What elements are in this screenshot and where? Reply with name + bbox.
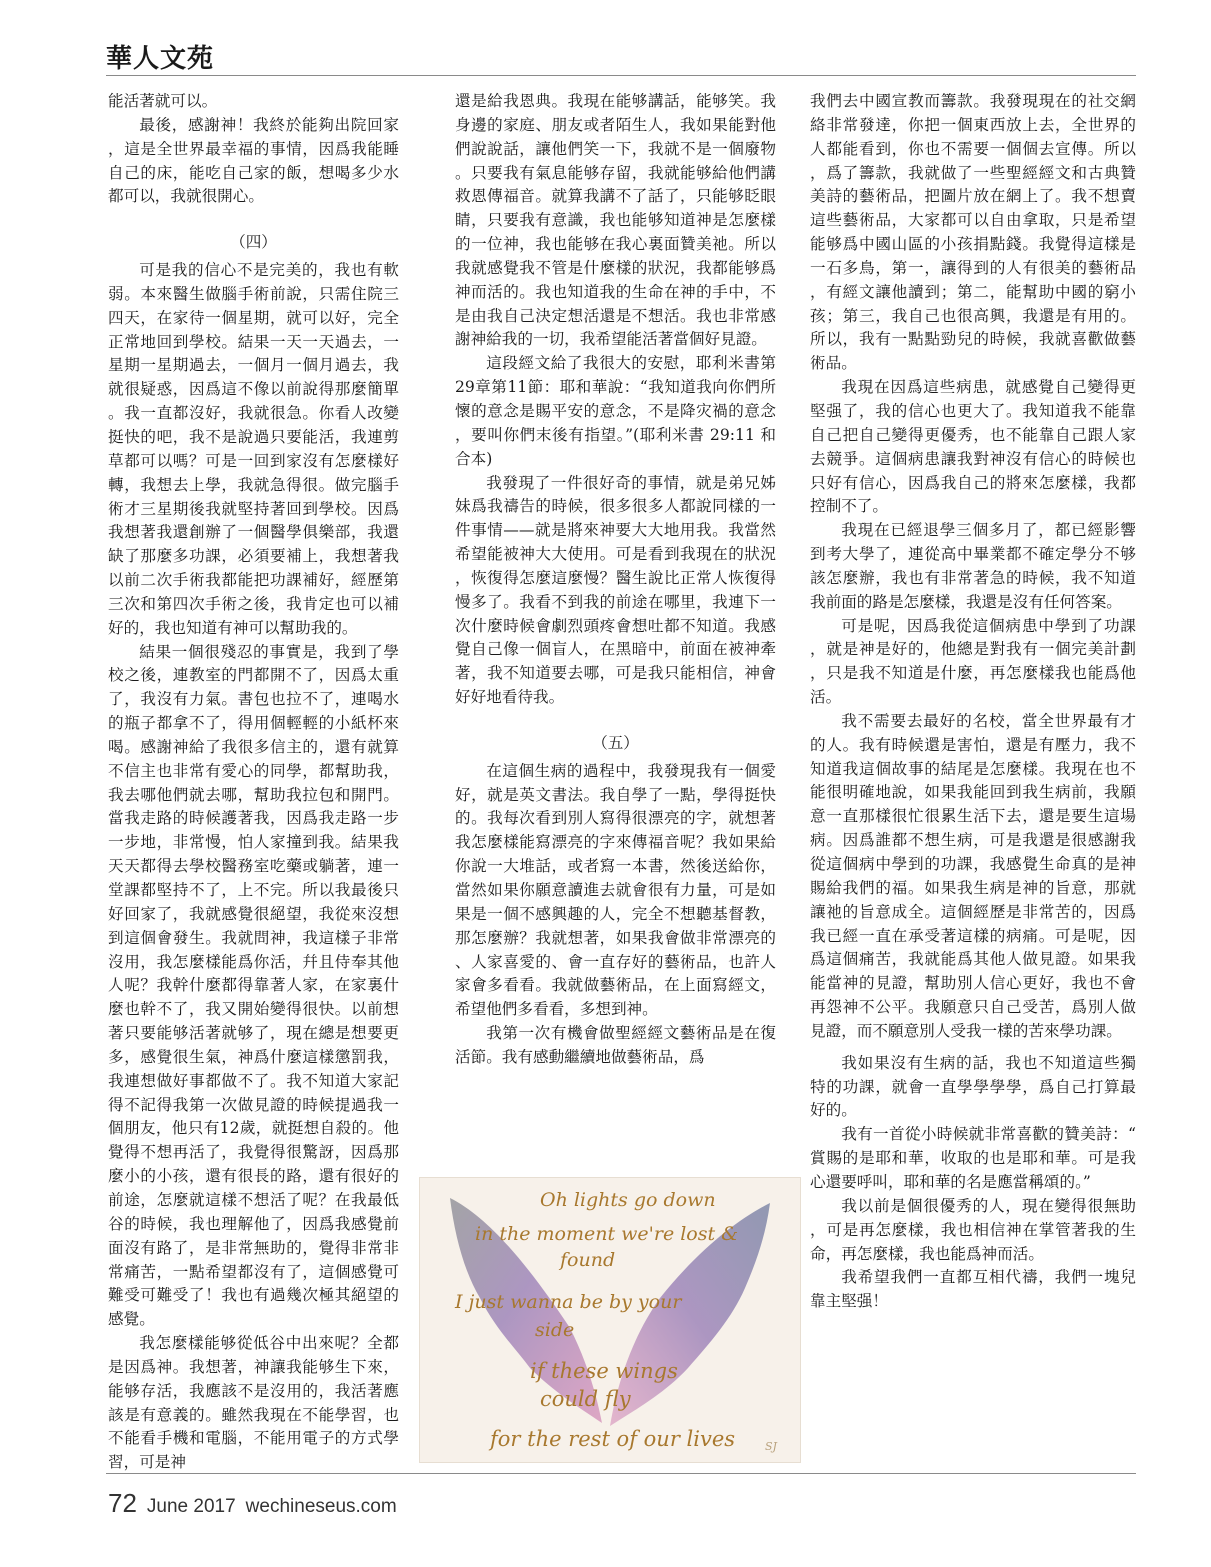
page-number: 72: [108, 1488, 137, 1518]
artwork-line: I just wanna be by your: [455, 1291, 682, 1313]
section-heading: （五）: [592, 733, 639, 752]
paragraph: 我怎麼樣能够從低谷中出來呢？全都是因爲神。我想著，神讓我能够生下來，能够存活，我應該不是沒用的，我活著應該是有意義的。雖然我現在不能學習，也不能看手機和電腦，不能用電子的方式學習，可是神: [108, 1334, 399, 1472]
watercolor-wings-image: [420, 1178, 800, 1462]
artwork-line: in the moment we're lost &: [475, 1223, 739, 1245]
paragraph: 能活著就可以。: [108, 92, 218, 110]
paragraph: 結果一個很殘忍的事實是，我到了學校之後，連教室的門都開不了，因爲太重了，我沒有力氣。書包也拉不了，連喝水的瓶子都拿不了，得用個輕輕的小紙杯來喝。感謝神給了我很多信主的，還有就算不信主也非常有愛心的同學，都幫助我，我去哪他們就去哪，幫助我拉包和開門。當我走路的時候護著我，因爲我走路一步一步地，非常慢，怕人家撞到我。結果我天天都得去學校醫務室吃藥或躺著，連一堂課都堅持不了，上不完。所以我最後只好回家了，我就感覺很絕望，我從來沒想到這個會發生。我就問神，我這樣子非常沒用，我怎麼樣能爲你活，幷且侍奉其他人呢？我幹什麼都得靠著人家，在家裏什麼也幹不了，我又開始變得很快。以前想著只要能够活著就够了，現在總是想要更多，感覺很生氣，神爲什麼這樣懲罰我，我連想做好事都做不了。我不知道大家記得不記得我第一次做見證的時候提過我一個朋友，他只有12歲，就挺想自殺的。他覺得不想再活了，我覺得很驚訝，因爲那麼小的小孩，還有很長的路，還有很好的前途，怎麼就這樣不想活了呢？在我最低谷的時候，我也理解他了，因爲我感覺前面沒有路了，是非常無助的，覺得非常非常痛苦，一點希望都沒有了，這個感覺可難受可難受了！我也有過幾次極其絕望的感覺。: [108, 642, 399, 1329]
paragraph: 我們去中國宣教而籌款。我發現現在的社交網絡非常發達，你把一個東西放上去，全世界的人都能看到，你也不需要一個個去宣傳。所以，爲了籌款，我就做了一些聖經經文和古典贊美詩的藝術品，把圖片放在網上了。我不想賣這些藝術品，大家都可以自由拿取，只是希望能够爲中國山區的小孩捐點錢。我覺得這樣是一石多鳥，第一，讓得到的人有很美的藝術品，有經文讓他讀到；第二，能幫助中國的窮小孩；第三，我自己也很高興，我還是有用的。所以，我有一點點勁兒的時候，我就喜歡做藝術品。: [810, 92, 1136, 373]
paragraph: 最後，感謝神！我終於能夠出院回家，這是全世界最幸福的事情，因爲我能睡自己的床，能吃自己家的飯，想喝多少水都可以，我就很開心。: [108, 115, 399, 206]
paragraph: 可是呢，因爲我從這個病患中學到了功課，就是神是好的，他總是對我有一個完美計劃，只是我不知道是什麼，再怎麼樣我也能爲他活。: [810, 616, 1136, 707]
magazine-section-header: [106, 38, 1136, 75]
article-column-1: [108, 90, 399, 1475]
paragraph: 我不需要去最好的名校，當全世界最有才的人。我有時候還是害怕，還是有壓力，我不知道我這個故事的結尾是怎麼樣。我現在也不能很明確地說，如果我能回到我生病前，我願意一直那樣很忙很累生活下去，還是要生這場病。因爲誰都不想生病，可是我還是很感謝我從這個病中學到的功課，我感覺生命真的是神賜給我們的福。如果我生病是神的旨意，那就讓祂的旨意成全。這個經歷是非常苦的，因爲我已經一直在承受著這樣的病痛。可是呢，因爲這個痛苦，我就能爲其他人做見證。如果我能當神的見證，幫助別人信心更好，我也不會再怨神不公平。我願意只自己受苦，爲別人做見證，而不願意別人受我一樣的苦來學功課。: [810, 711, 1136, 1040]
section-heading: （四）: [230, 233, 277, 252]
paragraph: 我現在因爲這些病患，就感覺自己變得更堅强了，我的信心也更大了。我知道我不能靠自己把自己變得更優秀，也不能靠自己跟人家去競爭。這個病患讓我對神沒有信心的時候也只好有信心，因爲我自己的將來怎麼樣，我都控制不了。: [810, 378, 1136, 516]
paragraph: 我以前是個很優秀的人，現在變得很無助，可是再怎麼樣，我也相信神在掌管著我的生命，再怎麼樣，我也能爲神而活。: [810, 1196, 1136, 1263]
paragraph: 我如果沒有生病的話，我也不知道這些獨特的功課，就會一直學學學學，爲自己打算最好的。: [810, 1053, 1136, 1120]
artwork-line: Oh lights go down: [540, 1189, 716, 1211]
page-footer: [108, 1488, 397, 1519]
paragraph: 在這個生病的過程中，我發現我有一個愛好，就是英文書法。我自學了一點，學得挺快的。我每次看到別人寫得很漂亮的字，就想著我怎麼樣能寫漂亮的字來傳福音呢？我如果給你說一大堆話，或者寫一本書，然後送給你，當然如果你願意讀進去就會很有力量，可是如果是一個不感興趣的人，完全不想聽基督教，那怎麼辦？我就想著，如果我會做非常漂亮的、人家喜愛的、會一直存好的藝術品，也許人家會多看看。我就做藝術品，在上面寫經文，希望他們多看看，多想到神。: [455, 761, 776, 1019]
issue-date: June 2017: [146, 1496, 236, 1517]
artwork-signature: SJ: [765, 1440, 777, 1453]
footer-rule: [106, 1473, 1136, 1474]
section-title: 華人文苑: [106, 44, 215, 74]
paragraph: 還是給我恩典。我現在能够講話，能够笑。我身邊的家庭、朋友或者陌生人，我如果能對他們說說話，讓他們笑一下，我就不是一個廢物。只要我有氣息能够存留，我就能够給他們講救恩傳福音。就算我講不了話了，只能够眨眼睛，只要我有意識，我也能够知道神是怎麼樣的一位神，我也能够在我心裏面贊美祂。所以我就感覺我不管是什麼樣的狀況，我都能够爲神而活的。我也知道我的生命在神的手中，不是由我自己決定想活還是不想活。我也非常感謝神給我的一切，我希望能活著當個好見證。: [455, 92, 776, 349]
article-column-2: [455, 90, 776, 1070]
calligraphy-artwork: [419, 1177, 801, 1463]
paragraph: 我現在已經退學三個多月了，都已經影響到考大學了，連從高中畢業都不確定學分不够該怎麼辦，我也有非常著急的時候，我不知道我前面的路是怎麼樣，我還是沒有任何答案。: [810, 521, 1136, 611]
paragraph: 我發現了一件很好奇的事情，就是弟兄姊妹爲我禱告的時候，很多很多人都說同樣的一件事情——就是將來神要大大地用我。我當然希望能被神大大使用。可是看到我現在的狀況，恢復得怎麼這麼慢？醫生說比正常人恢復得慢多了。我看不到我的前途在哪里，我連下一次什麼時候會劇烈頭疼會想吐都不知道。我感覺自己像一個盲人，在黑暗中，前面在被神牽著，我不知道要去哪，可是我只能相信，神會好好地看待我。: [455, 473, 776, 707]
paragraph: 可是我的信心不是完美的，我也有軟弱。本來醫生做腦手術前說，只需住院三四天，在家待一個星期，就可以好，完全正常地回到學校。結果一天一天過去，一星期一星期過去，一個月一個月過去，我就很疑惑，因爲這不像以前說得那麼簡單。我一直都沒好，我就很急。你看人改變挺快的吧，我不是說過只要能活，我連剪草都可以嗎？可是一回到家沒有怎麼樣好轉，我想去上學，我就急得很。做完腦手術才三星期後我就堅持著回到學校。因爲我想著我還創辦了一個醫學俱樂部，我還缺了那麼多功課，必須要補上，我想著我以前二次手術我都能把功課補好，經歷第三次和第四次手術之後，我肯定也可以補好的，我也知道有神可以幫助我的。: [108, 261, 399, 637]
artwork-line: for the rest of our lives: [490, 1427, 736, 1451]
artwork-line: could fly: [540, 1387, 631, 1411]
article-column-3: [810, 90, 1136, 1314]
artwork-line: found: [560, 1249, 616, 1271]
artwork-line: if these wings: [530, 1359, 678, 1383]
header-rule: [106, 75, 1136, 76]
paragraph: 我第一次有機會做聖經經文藝術品是在復活節。我有感動繼續地做藝術品，爲: [455, 1024, 776, 1066]
paragraph: 這段經文給了我很大的安慰，耶利米書第29章第11節：耶和華說：“我知道我向你們所懷的意念是賜平安的意念，不是降灾禍的意念，要叫你們末後有指望。”(耶利米書 29:11 和合本): [455, 354, 776, 468]
paragraph: 我希望我們一直都互相代禱，我們一塊兒靠主堅强！: [810, 1268, 1136, 1311]
artwork-line: side: [535, 1319, 575, 1341]
website-link[interactable]: wechineseus.com: [245, 1496, 397, 1517]
paragraph: 我有一首從小時候就非常喜歡的贊美詩：“賞賜的是耶和華，收取的也是耶和華。可是我心還要呼叫，耶和華的名是應當稱頌的。”: [810, 1125, 1136, 1191]
